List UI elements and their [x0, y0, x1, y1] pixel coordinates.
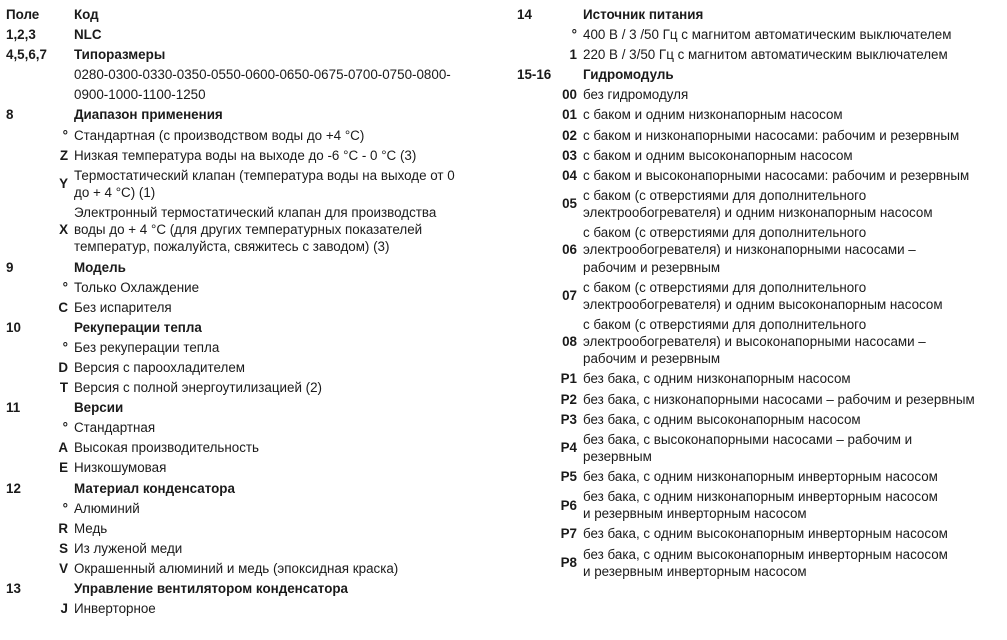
description-line: электрообогревателя) и одним высоконапорным насосом [583, 296, 943, 312]
field-title: Версии [74, 400, 124, 416]
option-description: Стандартная [74, 420, 156, 436]
option-description: без бака, с одним высоконапорным инверторным насосом [583, 526, 948, 542]
field-title: Гидромодуль [583, 67, 674, 83]
option-description: без бака, с одним низконапорным насосом [583, 371, 851, 387]
option-description: без бака, с одним высоконапорным насосом [583, 411, 861, 427]
description-line: до + 4 °С) (1) [74, 184, 156, 200]
option-code: 01 [562, 107, 577, 123]
option-row [6, 500, 496, 517]
field-row [6, 106, 496, 123]
option-code: V [59, 560, 68, 576]
option-description: Стандартная (с производством воды до +4 °С) [74, 127, 365, 143]
description-line: электрообогревателя) и высоконапорными насосами – [583, 334, 926, 350]
option-row [517, 488, 1003, 522]
option-description [583, 187, 1003, 221]
option-description: Без рекуперации тепла [74, 339, 220, 355]
description-line: Термостатический клапан (температура воды на выходе от 0 [74, 167, 455, 183]
option-code: 1 [569, 47, 577, 63]
field-number: 11 [6, 400, 21, 416]
field-row [6, 480, 496, 497]
option-code: ° [571, 27, 577, 43]
field-row [6, 259, 496, 276]
option-row [517, 127, 1003, 144]
option-row [517, 167, 1003, 184]
option-description: Алюминий [74, 500, 140, 516]
option-row [6, 167, 496, 201]
description-line: температур, пожалуйста, свяжитесь с заводом) (3) [74, 239, 390, 255]
option-row [6, 560, 496, 577]
option-description: Низкая температура воды на выходе до -6 °С - 0 °С (3) [74, 147, 417, 163]
option-row [517, 106, 1003, 123]
option-description: Только Охлаждение [74, 279, 200, 295]
option-code: J [60, 601, 68, 617]
option-code: Z [59, 147, 68, 163]
field-title: Модель [74, 259, 126, 275]
option-description: Окрашенный алюминий и медь (эпоксидная краска) [74, 560, 399, 576]
option-description: Инверторное [74, 601, 156, 617]
option-code: P3 [560, 411, 577, 427]
field-number: 9 [6, 259, 14, 275]
field-row [6, 26, 496, 43]
option-row [517, 187, 1003, 221]
option-row [6, 279, 496, 296]
field-row [6, 580, 496, 597]
description-line: без бака, с одним низконапорным инверторным насосом [583, 489, 938, 505]
option-row [6, 520, 496, 537]
field-row [6, 6, 496, 23]
option-row [6, 127, 496, 144]
option-row [517, 279, 1003, 313]
option-row [517, 147, 1003, 164]
field-title: Управление вентилятором конденсатора [74, 581, 348, 597]
description-line: электрообогревателя) и одним низконапорным насосом [583, 205, 933, 221]
description-line: и резервным инверторным насосом [583, 506, 807, 522]
option-row [6, 299, 496, 316]
option-code: 00 [562, 87, 577, 103]
option-description: с баком и низконапорными насосами: рабочим и резервным [583, 127, 960, 143]
description-line: рабочим и резервным [583, 351, 721, 367]
field-title: NLC [74, 27, 102, 43]
description-line: электрообогревателя) и низконапорными насосами – [583, 242, 916, 258]
option-row [6, 147, 496, 164]
option-description: без гидромодуля [583, 87, 689, 103]
option-description: с баком и высоконапорными насосами: рабочим и резервным [583, 167, 970, 183]
option-description [583, 488, 1003, 522]
option-description [74, 167, 496, 201]
left-column [6, 6, 496, 620]
option-description [583, 279, 1003, 313]
option-code: P4 [560, 440, 577, 456]
description-line: и резервным инверторным насосом [583, 563, 807, 579]
option-description [74, 204, 496, 256]
option-row [517, 546, 1003, 580]
description-line: без бака, с одним высоконапорным инверторным насосом [583, 546, 948, 562]
field-number: 15-16 [517, 67, 552, 83]
option-code: R [58, 520, 68, 536]
option-code: P8 [560, 555, 577, 571]
field-title: Рекуперации тепла [74, 319, 202, 335]
option-code: ° [62, 279, 68, 295]
option-row [517, 316, 1003, 368]
option-code: C [58, 299, 68, 315]
option-row [6, 359, 496, 376]
field-number: Поле [6, 7, 40, 22]
option-description [583, 431, 1003, 465]
option-row [517, 431, 1003, 465]
option-row [6, 540, 496, 557]
field-row [6, 319, 496, 336]
option-row [6, 600, 496, 617]
option-code: P1 [560, 371, 577, 387]
field-number: 13 [6, 581, 21, 597]
field-row [517, 66, 1003, 83]
option-code: D [58, 360, 68, 376]
option-row [6, 439, 496, 456]
field-number: 10 [6, 319, 21, 335]
field-row [6, 399, 496, 416]
option-code: 02 [562, 127, 577, 143]
option-row [517, 26, 1003, 43]
option-description: с баком и одним высоконапорным насосом [583, 147, 853, 163]
description-line: рабочим и резервным [583, 259, 721, 275]
option-description [583, 546, 1003, 580]
right-column [517, 6, 1003, 583]
option-row [517, 46, 1003, 63]
field-title: Диапазон применения [74, 107, 223, 123]
option-code: T [59, 380, 68, 396]
option-description [583, 316, 1003, 368]
option-code: 07 [562, 288, 577, 304]
option-row [6, 459, 496, 476]
option-row [517, 525, 1003, 542]
option-code: 04 [562, 167, 577, 183]
option-row [517, 224, 1003, 276]
description-line: резервным [583, 448, 652, 464]
description-line: с баком (с отверстиями для дополнительного [583, 225, 867, 241]
description-line: с баком (с отверстиями для дополнительного [583, 279, 867, 295]
field-title: Материал конденсатора [74, 480, 235, 496]
option-code: 03 [562, 147, 577, 163]
option-row [6, 419, 496, 436]
option-code: P6 [560, 497, 577, 513]
option-description: Без испарителя [74, 299, 172, 315]
option-code: 06 [562, 242, 577, 258]
option-description: 400 В / 3 /50 Гц с магнитом автоматическим выключателем [583, 27, 952, 43]
option-description: 0280-0300-0330-0350-0550-0600-0650-0675-0700-0750-0800- [74, 67, 451, 83]
field-row [517, 6, 1003, 23]
option-description: Версия с пароохладителем [74, 360, 245, 376]
description-line: Электронный термостатический клапан для производства [74, 205, 437, 221]
option-row [6, 66, 496, 83]
option-description: 0900-1000-1100-1250 [74, 87, 206, 103]
option-code: 05 [562, 196, 577, 212]
option-description: Низкошумовая [74, 460, 167, 476]
option-row [517, 86, 1003, 103]
option-row [517, 468, 1003, 485]
option-row [6, 379, 496, 396]
option-code: X [59, 222, 68, 238]
field-title: Код [74, 7, 99, 22]
description-line: с баком (с отверстиями для дополнительного [583, 316, 867, 332]
field-number: 14 [517, 7, 532, 22]
option-description: с баком и одним низконапорным насосом [583, 107, 843, 123]
field-number: 12 [6, 480, 21, 496]
field-title: Источник питания [583, 7, 704, 22]
field-number: 8 [6, 107, 14, 123]
option-description: 220 В / 3/50 Гц с магнитом автоматическим выключателем [583, 47, 948, 63]
field-number: 1,2,3 [6, 27, 36, 43]
field-title: Типоразмеры [74, 47, 166, 63]
option-code: P7 [560, 526, 577, 542]
option-code: ° [62, 127, 68, 143]
option-description [583, 224, 1003, 276]
description-line: с баком (с отверстиями для дополнительного [583, 187, 867, 203]
option-code: A [58, 440, 68, 456]
option-code: E [59, 460, 68, 476]
option-code: P5 [560, 469, 577, 485]
option-row [6, 339, 496, 356]
option-code: 08 [562, 334, 577, 350]
option-description: Медь [74, 520, 108, 536]
description-line: без бака, с высоконапорными насосами – рабочим и [583, 431, 913, 447]
option-row [517, 411, 1003, 428]
option-code: ° [62, 500, 68, 516]
option-row [517, 370, 1003, 387]
field-row [6, 46, 496, 63]
option-description: без бака, с одним низконапорным инверторным насосом [583, 469, 938, 485]
description-line: воды до + 4 °С (для других температурных показателей [74, 222, 423, 238]
option-code: S [59, 540, 68, 556]
option-description: без бака, с низконапорными насосами – рабочим и резервным [583, 391, 975, 407]
option-code: P2 [560, 391, 577, 407]
field-number: 4,5,6,7 [6, 47, 47, 63]
option-row [6, 86, 496, 103]
option-code: Y [59, 176, 68, 192]
option-code: ° [62, 420, 68, 436]
option-code: ° [62, 339, 68, 355]
option-description: Из луженой меди [74, 540, 183, 556]
option-description: Высокая производительность [74, 440, 260, 456]
option-row [6, 204, 496, 256]
option-description: Версия с полной энергоутилизацией (2) [74, 380, 323, 396]
option-row [517, 391, 1003, 408]
